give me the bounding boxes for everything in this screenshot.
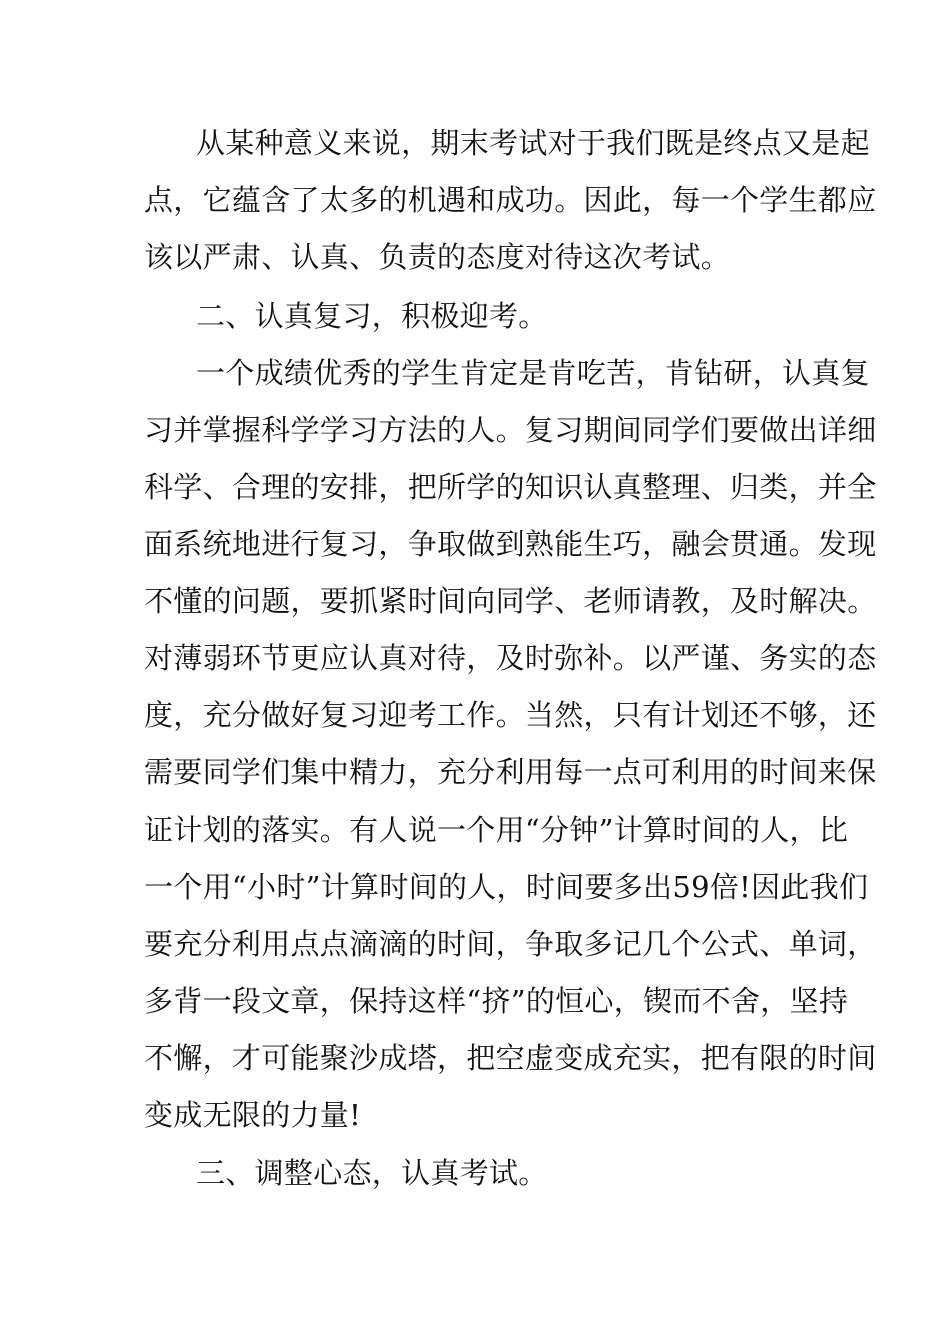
paragraph-2-line-6: 对薄弱环节更应认真对待，及时弥补。以严谨、务实的态: [144, 641, 877, 675]
paragraph-2-line-1: 一个成绩优秀的学生肯定是肯吃苦，肯钻研，认真复: [196, 356, 870, 390]
paragraph-2-line-4: 面系统地进行复习，争取做到熟能生巧，融会贯通。发现: [144, 527, 877, 561]
paragraph-2-line-10: 一个用“小时”计算时间的人，时间要多出59倍!因此我们: [144, 870, 869, 904]
paragraph-2-line-11: 要充分利用点点滴滴的时间，争取多记几个公式、单词，: [144, 927, 877, 961]
paragraph-2-line-14: 变成无限的力量!: [144, 1098, 362, 1132]
paragraph-2-line-2: 习并掌握科学学习方法的人。复习期间同学们要做出详细: [144, 413, 877, 447]
paragraph-2-line-7: 度，充分做好复习迎考工作。当然，只有计划还不够，还: [144, 698, 877, 732]
section-heading-3: 三、调整心态，认真考试。: [196, 1156, 548, 1190]
paragraph-2-line-3: 科学、合理的安排，把所学的知识认真整理、归类，并全: [144, 470, 877, 504]
paragraph-2-line-8: 需要同学们集中精力，充分利用每一点可利用的时间来保: [144, 755, 877, 789]
paragraph-2-line-9: 证计划的落实。有人说一个用“分钟”计算时间的人，比: [144, 813, 849, 847]
section-heading-2: 二、认真复习，积极迎考。: [196, 299, 548, 333]
paragraph-1-line-3: 该以严肃、认真、负责的态度对待这次考试。: [144, 240, 731, 274]
paragraph-1-line-2: 点，它蕴含了太多的机遇和成功。因此，每一个学生都应: [144, 183, 877, 217]
paragraph-2-line-5: 不懂的问题，要抓紧时间向同学、老师请教，及时解决。: [144, 584, 877, 618]
paragraph-2-line-13: 不懈，才可能聚沙成塔，把空虚变成充实，把有限的时间: [144, 1041, 877, 1075]
paragraph-2-line-12: 多背一段文章，保持这样“挤”的恒心，锲而不舍，坚持: [144, 984, 849, 1018]
paragraph-1-line-1: 从某种意义来说，期末考试对于我们既是终点又是起: [196, 126, 870, 160]
